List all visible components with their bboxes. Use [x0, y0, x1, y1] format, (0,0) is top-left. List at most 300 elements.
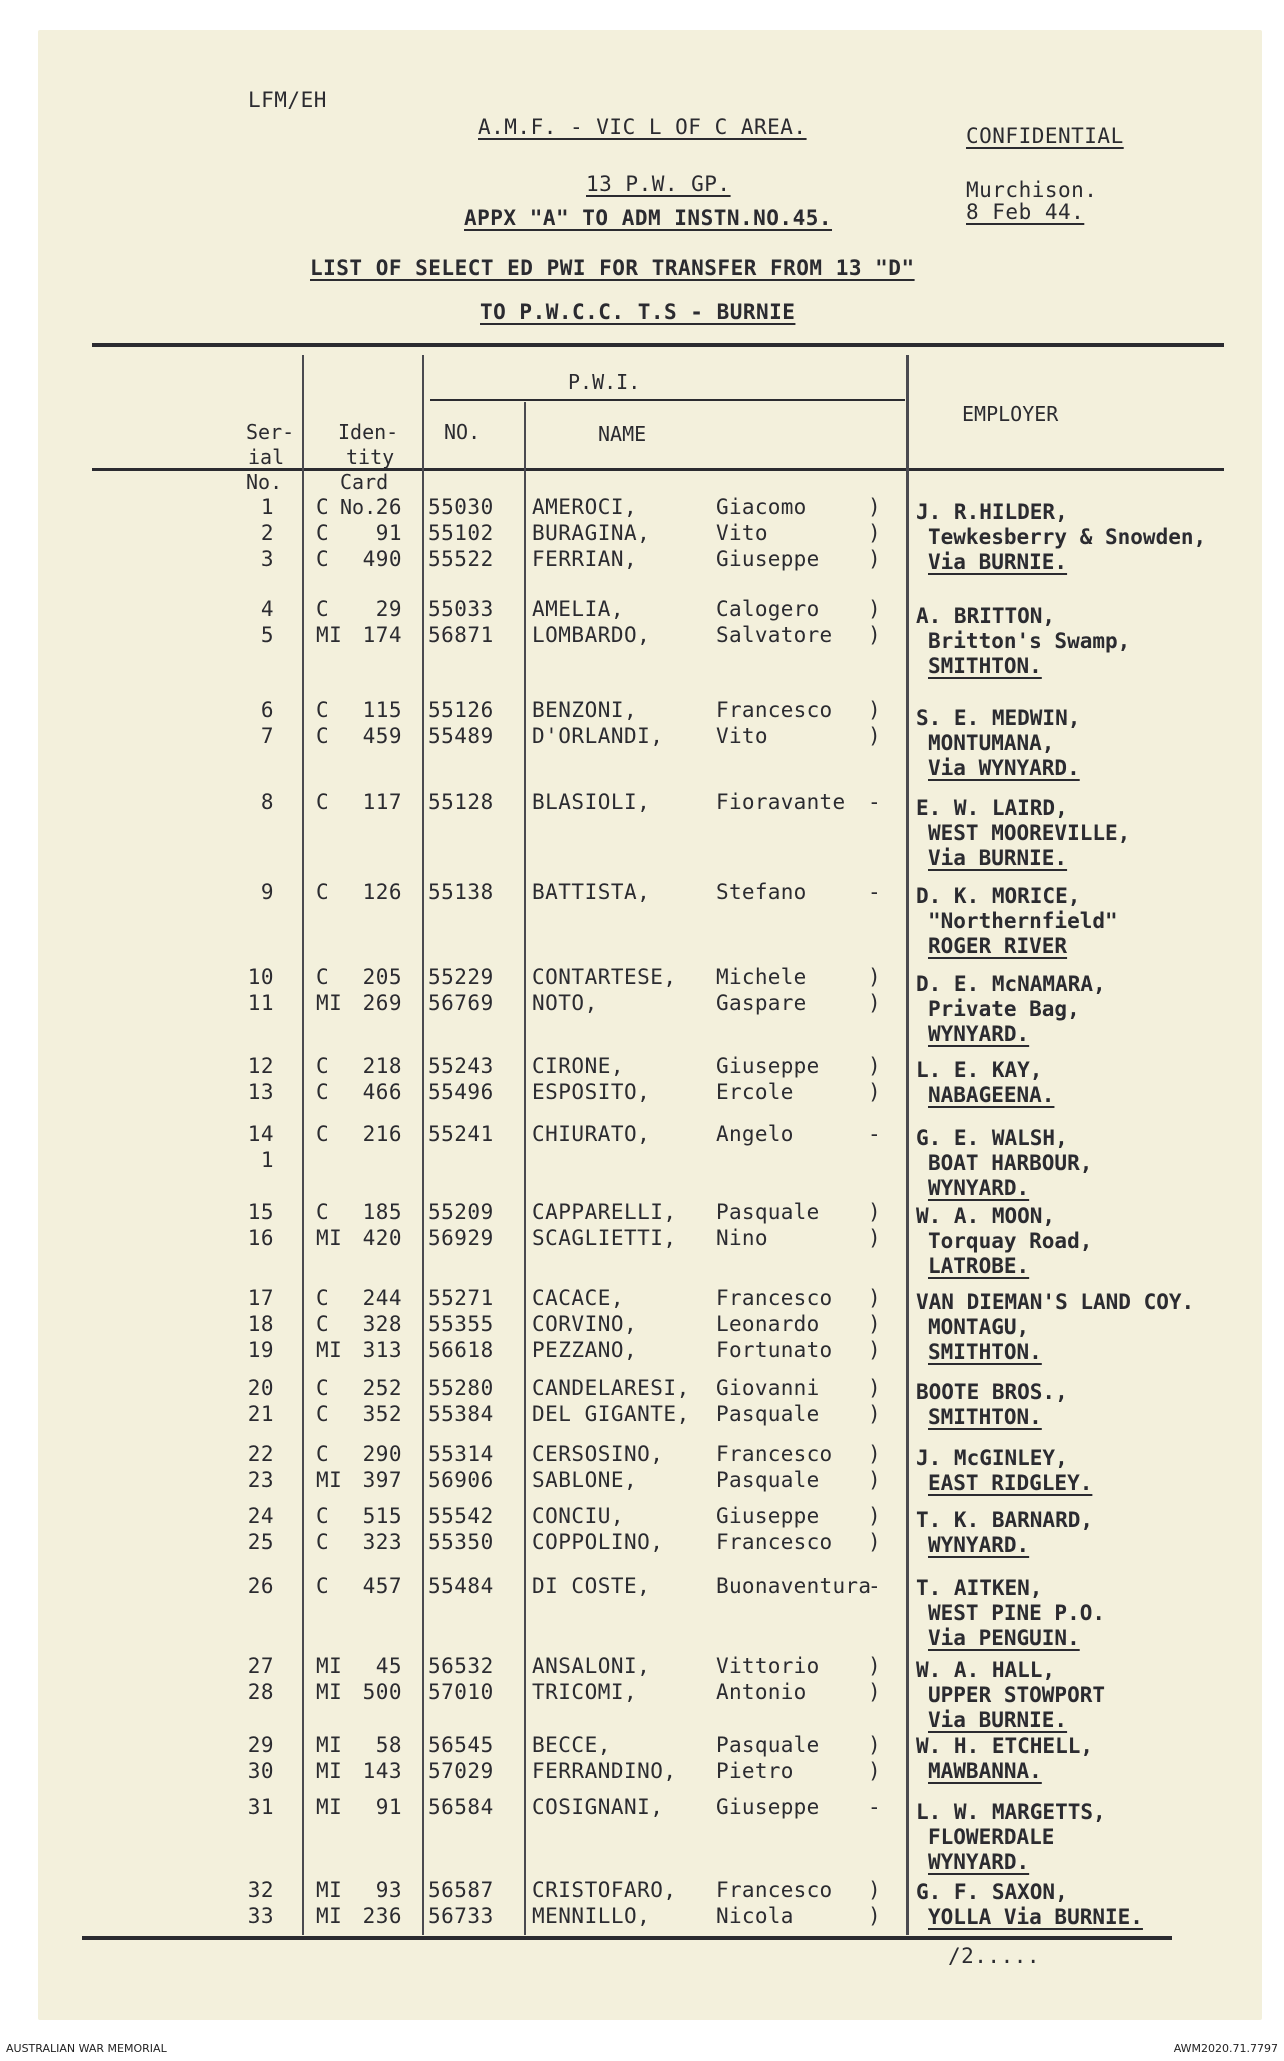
surname: CIRONE,: [532, 1054, 625, 1078]
employer-name: S. E. MEDWIN,: [916, 706, 1081, 730]
card-category: C: [316, 1054, 330, 1078]
employer-address-line: Torquay Road,: [928, 1229, 1093, 1253]
employer-address-line: WYNYARD.: [928, 1022, 1030, 1046]
group-mark: -: [868, 1122, 882, 1146]
column-rule-name: [524, 402, 526, 1935]
identity-card-number: 143: [362, 1759, 402, 1783]
card-category: MI: [316, 1680, 343, 1704]
identity-card-number: 515: [362, 1504, 402, 1528]
header-pw-number: NO.: [444, 420, 481, 444]
pw-number: 55033: [428, 597, 494, 621]
employer-name: L. W. MARGETTS,: [916, 1800, 1106, 1824]
given-name: Pasquale: [716, 1402, 820, 1426]
given-name: Pasquale: [716, 1468, 820, 1492]
employer-address-line: MONTUMANA,: [928, 731, 1055, 755]
group-mark: -: [868, 790, 882, 814]
given-name: Calogero: [716, 597, 820, 621]
serial-number: 10: [247, 965, 274, 989]
list-title-line-1: LIST OF SELECT ED PWI FOR TRANSFER FROM 13 "D": [310, 256, 915, 280]
identity-card-number: 500: [362, 1680, 402, 1704]
pw-number: 55271: [428, 1286, 494, 1310]
given-name: Gaspare: [716, 991, 807, 1015]
employer-address-line: NABAGEENA.: [928, 1083, 1055, 1107]
employer-name: E. W. LAIRD,: [916, 796, 1068, 820]
identity-card-number: 352: [362, 1402, 402, 1426]
card-category: MI: [316, 623, 343, 647]
identity-card-number: 236: [362, 1904, 402, 1928]
group-mark: -: [868, 1795, 882, 1819]
surname: COSIGNANI,: [532, 1795, 664, 1819]
pw-number: 55030: [428, 495, 494, 519]
pw-number: 56871: [428, 623, 494, 647]
pw-number: 56906: [428, 1468, 494, 1492]
card-category: C: [316, 965, 330, 989]
card-category: C: [316, 1376, 330, 1400]
identity-card-number: 218: [362, 1054, 402, 1078]
surname: D'ORLANDI,: [532, 724, 664, 748]
card-category: C: [316, 521, 330, 545]
card-category: C: [316, 1312, 330, 1336]
employer-name: W. A. HALL,: [916, 1658, 1056, 1682]
employer-name: W. A. MOON,: [916, 1204, 1056, 1228]
given-name: Nicola: [716, 1904, 794, 1928]
employer-address-line: Via WYNYARD.: [928, 756, 1080, 780]
employer-name: T. K. BARNARD,: [916, 1508, 1094, 1532]
surname: SCAGLIETTI,: [532, 1226, 677, 1250]
surname: CAPPARELLI,: [532, 1200, 677, 1224]
serial-number: 33: [247, 1904, 274, 1928]
identity-card-number: 313: [362, 1338, 402, 1362]
identity-card-number: 126: [362, 880, 402, 904]
serial-number: 1: [260, 495, 274, 519]
command-area-heading: A.M.F. - VIC L OF C AREA.: [478, 115, 807, 139]
group-mark: ): [868, 1442, 882, 1466]
given-name: Giovanni: [716, 1376, 820, 1400]
group-mark: ): [868, 698, 882, 722]
card-category: MI: [316, 1226, 343, 1250]
pw-number: 55126: [428, 698, 494, 722]
column-rule-identity: [302, 355, 304, 1935]
surname: BLASIOLI,: [532, 790, 651, 814]
employer-address-line: WYNYARD.: [928, 1533, 1030, 1557]
reference-code: LFM/EH: [248, 88, 327, 112]
identity-card-number: 93: [375, 1878, 402, 1902]
identity-card-number: 174: [362, 623, 402, 647]
appendix-heading: APPX "A" TO ADM INSTN.NO.45.: [464, 206, 833, 230]
identity-card-number: 269: [362, 991, 402, 1015]
employer-address-line: WYNYARD.: [928, 1176, 1030, 1200]
surname: DEL GIGANTE,: [532, 1402, 690, 1426]
pw-number: 55350: [428, 1530, 494, 1554]
pw-number: 56532: [428, 1654, 494, 1678]
group-mark: ): [868, 1376, 882, 1400]
given-name: Vito: [716, 521, 768, 545]
employer-name: W. H. ETCHELL,: [916, 1734, 1094, 1758]
pw-number: 56733: [428, 1904, 494, 1928]
identity-card-number: 58: [375, 1733, 402, 1757]
surname: DI COSTE,: [532, 1574, 651, 1598]
pw-number: 55355: [428, 1312, 494, 1336]
identity-card-number: 29: [375, 597, 402, 621]
employer-address-line: "Northernfield": [928, 909, 1118, 933]
group-mark: ): [868, 1312, 882, 1336]
pw-number: 55128: [428, 790, 494, 814]
serial-number: 24: [247, 1504, 274, 1528]
group-mark: ): [868, 1733, 882, 1757]
identity-card-number: 216: [362, 1122, 402, 1146]
surname: CANDELARESI,: [532, 1376, 690, 1400]
serial-number: 28: [247, 1680, 274, 1704]
identity-card-number: 290: [362, 1442, 402, 1466]
pw-number: 57029: [428, 1759, 494, 1783]
employer-name: A. BRITTON,: [916, 604, 1056, 628]
serial-number: 11: [247, 991, 274, 1015]
serial-number: 29: [247, 1733, 274, 1757]
given-name: Nino: [716, 1226, 768, 1250]
surname: BURAGINA,: [532, 521, 651, 545]
employer-address-line: Tewkesberry & Snowden,: [928, 525, 1207, 549]
table-top-rule: [92, 343, 1224, 347]
employer-name: VAN DIEMAN'S LAND COY.: [916, 1290, 1195, 1314]
group-mark: ): [868, 1904, 882, 1928]
surname: FERRANDINO,: [532, 1759, 677, 1783]
card-category: MI: [316, 1733, 343, 1757]
card-category: C: [316, 1122, 330, 1146]
group-mark: ): [868, 495, 882, 519]
identity-card-number: 323: [362, 1530, 402, 1554]
pw-number: 55138: [428, 880, 494, 904]
identity-card-number: 117: [362, 790, 402, 814]
serial-number: 30: [247, 1759, 274, 1783]
list-title-line-2: TO P.W.C.C. T.S - BURNIE: [480, 300, 796, 324]
group-mark: -: [868, 880, 882, 904]
identity-card-number: 91: [375, 521, 402, 545]
identity-card-number: 244: [362, 1286, 402, 1310]
pw-number: 55229: [428, 965, 494, 989]
card-category: C: [316, 1504, 330, 1528]
serial-number: 4: [260, 597, 274, 621]
given-name: Buonaventura: [716, 1574, 872, 1598]
surname: CORVINO,: [532, 1312, 638, 1336]
identity-card-number: 91: [375, 1795, 402, 1819]
surname: ANSALONI,: [532, 1654, 651, 1678]
identity-card-number: 328: [362, 1312, 402, 1336]
identity-card-number: 457: [362, 1574, 402, 1598]
group-mark: ): [868, 965, 882, 989]
identity-card-number: 459: [362, 724, 402, 748]
group-mark: ): [868, 1680, 882, 1704]
card-category: C: [316, 724, 330, 748]
employer-address-line: Via BURNIE.: [928, 1708, 1068, 1732]
employer-address-line: WEST PINE P.O.: [928, 1601, 1106, 1625]
surname: MENNILLO,: [532, 1904, 651, 1928]
group-mark: ): [868, 521, 882, 545]
serial-number: 16: [247, 1226, 274, 1250]
surname: SABLONE,: [532, 1468, 638, 1492]
pw-number: 55102: [428, 521, 494, 545]
employer-address-line: WEST MOOREVILLE,: [928, 821, 1131, 845]
serial-number: 23: [247, 1468, 274, 1492]
group-mark: ): [868, 1654, 882, 1678]
pw-number: 55489: [428, 724, 494, 748]
group-mark: ): [868, 724, 882, 748]
given-name: Vito: [716, 724, 768, 748]
given-name: Fioravante: [716, 790, 846, 814]
identity-card-number: 490: [362, 547, 402, 571]
column-rule-number: [422, 355, 424, 1935]
given-name: Ercole: [716, 1080, 794, 1104]
employer-address-line: LATROBE.: [928, 1254, 1030, 1278]
group-mark: ): [868, 1402, 882, 1426]
surname: NOTO,: [532, 991, 598, 1015]
surname: TRICOMI,: [532, 1680, 638, 1704]
employer-name: BOOTE BROS.,: [916, 1380, 1068, 1404]
serial-number: 14: [247, 1122, 274, 1146]
group-mark: ): [868, 1080, 882, 1104]
page-continuation-mark: /2.....: [948, 1944, 1041, 1968]
surname: BENZONI,: [532, 698, 638, 722]
given-name: Michele: [716, 965, 807, 989]
group-mark: ): [868, 1530, 882, 1554]
group-mark: -: [868, 1574, 882, 1598]
serial-number: 32: [247, 1878, 274, 1902]
pw-number: 55209: [428, 1200, 494, 1224]
given-name: Stefano: [716, 880, 807, 904]
given-name: Francesco: [716, 1530, 833, 1554]
employer-address-line: EAST RIDGLEY.: [928, 1471, 1093, 1495]
place: Murchison.: [966, 178, 1098, 202]
pw-number: 56545: [428, 1733, 494, 1757]
employer-address-line: MAWBANNA.: [928, 1759, 1042, 1783]
card-category: C: [316, 880, 330, 904]
card-category: C: [316, 1574, 330, 1598]
serial-number: 19: [247, 1338, 274, 1362]
group-mark: ): [868, 1286, 882, 1310]
employer-address-line: WYNYARD.: [928, 1850, 1030, 1874]
surname: ESPOSITO,: [532, 1080, 651, 1104]
identity-card-number: 466: [362, 1080, 402, 1104]
identity-card-number: 420: [362, 1226, 402, 1250]
header-name: NAME: [598, 422, 647, 446]
date: 8 Feb 44.: [966, 200, 1085, 224]
serial-number: 20: [247, 1376, 274, 1400]
employer-address-line: UPPER STOWPORT: [928, 1683, 1106, 1707]
serial-number: 6: [260, 698, 274, 722]
pw-number: 55314: [428, 1442, 494, 1466]
given-name: Giuseppe: [716, 1054, 820, 1078]
group-mark: ): [868, 1200, 882, 1224]
given-name: Francesco: [716, 1442, 833, 1466]
header-identity-card: Iden- tity Card No.: [338, 420, 399, 519]
card-category: MI: [316, 1904, 343, 1928]
confidential-mark: CONFIDENTIAL: [966, 124, 1124, 148]
given-name: Angelo: [716, 1122, 794, 1146]
identity-card-number: 205: [362, 965, 402, 989]
serial-number: 13: [247, 1080, 274, 1104]
employer-address-line: ROGER RIVER: [928, 934, 1068, 958]
surname: CACACE,: [532, 1286, 625, 1310]
card-category: MI: [316, 1759, 343, 1783]
card-category: MI: [316, 1468, 343, 1492]
serial-number: 15: [247, 1200, 274, 1224]
card-category: C: [316, 1080, 330, 1104]
surname: AMEROCI,: [532, 495, 638, 519]
surname: AMELIA,: [532, 597, 625, 621]
header-employer: EMPLOYER: [962, 402, 1059, 426]
group-mark: ): [868, 1468, 882, 1492]
serial-number: 12: [247, 1054, 274, 1078]
pw-number: 55243: [428, 1054, 494, 1078]
card-category: MI: [316, 1654, 343, 1678]
given-name: Pietro: [716, 1759, 794, 1783]
serial-number: 3: [260, 547, 274, 571]
given-name: Giuseppe: [716, 1795, 820, 1819]
employer-name: L. E. KAY,: [916, 1058, 1043, 1082]
employer-name: J. McGINLEY,: [916, 1446, 1068, 1470]
surname: FERRIAN,: [532, 547, 638, 571]
card-category: MI: [316, 1878, 343, 1902]
serial-number: 31: [247, 1795, 274, 1819]
serial-number: 2: [260, 521, 274, 545]
pw-number: 56587: [428, 1878, 494, 1902]
employer-address-line: Via BURNIE.: [928, 846, 1068, 870]
pwi-header-rule: [430, 399, 905, 401]
serial-number: 25: [247, 1530, 274, 1554]
given-name: Giuseppe: [716, 547, 820, 571]
serial-number: 17: [247, 1286, 274, 1310]
group-mark: ): [868, 1338, 882, 1362]
card-category: MI: [316, 1795, 343, 1819]
employer-address-line: Britton's Swamp,: [928, 629, 1131, 653]
surname: CERSOSINO,: [532, 1442, 664, 1466]
card-category: C: [316, 790, 330, 814]
group-mark: ): [868, 1226, 882, 1250]
employer-name: G. F. SAXON,: [916, 1880, 1068, 1904]
employer-address-line: Private Bag,: [928, 997, 1080, 1021]
employer-address-line: Via BURNIE.: [928, 550, 1068, 574]
employer-name: D. E. McNAMARA,: [916, 972, 1106, 996]
employer-name: D. K. MORICE,: [916, 884, 1081, 908]
serial-number: 7: [260, 724, 274, 748]
given-name: Antonio: [716, 1680, 807, 1704]
card-category: MI: [316, 991, 343, 1015]
card-category: MI: [316, 1338, 343, 1362]
given-name: Pasquale: [716, 1733, 820, 1757]
footer-archive-name: AUSTRALIAN WAR MEMORIAL: [6, 2042, 167, 2055]
pw-number: 55241: [428, 1122, 494, 1146]
identity-card-number: 252: [362, 1376, 402, 1400]
group-mark: ): [868, 1759, 882, 1783]
column-rule-employer: [906, 355, 909, 1935]
serial-number: 1: [260, 1148, 274, 1172]
table-bottom-rule: [82, 1936, 1172, 1940]
group-mark: ): [868, 547, 882, 571]
pw-number: 55280: [428, 1376, 494, 1400]
identity-card-number: 115: [362, 698, 402, 722]
employer-name: J. R.HILDER,: [916, 500, 1068, 524]
card-category: C: [316, 495, 330, 519]
group-mark: ): [868, 597, 882, 621]
given-name: Leonardo: [716, 1312, 820, 1336]
given-name: Francesco: [716, 1878, 833, 1902]
pw-number: 55384: [428, 1402, 494, 1426]
card-category: C: [316, 1286, 330, 1310]
serial-number: 26: [247, 1574, 274, 1598]
card-category: C: [316, 597, 330, 621]
pw-number: 56618: [428, 1338, 494, 1362]
employer-address-line: FLOWERDALE: [928, 1825, 1055, 1849]
serial-number: 22: [247, 1442, 274, 1466]
surname: CHIURATO,: [532, 1122, 651, 1146]
header-pwi: P.W.I.: [568, 370, 641, 394]
given-name: Vittorio: [716, 1654, 820, 1678]
given-name: Fortunato: [716, 1338, 833, 1362]
given-name: Giacomo: [716, 495, 807, 519]
pw-number: 55542: [428, 1504, 494, 1528]
surname: BATTISTA,: [532, 880, 651, 904]
serial-number: 18: [247, 1312, 274, 1336]
card-category: C: [316, 698, 330, 722]
pw-number: 55522: [428, 547, 494, 571]
given-name: Pasquale: [716, 1200, 820, 1224]
employer-name: T. AITKEN,: [916, 1576, 1043, 1600]
document-page: [38, 30, 1262, 2020]
card-category: C: [316, 1530, 330, 1554]
employer-address-line: SMITHTON.: [928, 1340, 1042, 1364]
serial-number: 5: [260, 623, 274, 647]
pw-number: 57010: [428, 1680, 494, 1704]
given-name: Francesco: [716, 698, 833, 722]
card-category: C: [316, 1200, 330, 1224]
group-mark: ): [868, 991, 882, 1015]
surname: BECCE,: [532, 1733, 611, 1757]
serial-number: 8: [260, 790, 274, 814]
surname: CRISTOFARO,: [532, 1878, 677, 1902]
serial-number: 21: [247, 1402, 274, 1426]
footer-accession-number: AWM2020.71.7797: [1173, 2042, 1278, 2055]
surname: COPPOLINO,: [532, 1530, 664, 1554]
given-name: Giuseppe: [716, 1504, 820, 1528]
serial-number: 9: [260, 880, 274, 904]
header-serial: Ser- ial No.: [246, 420, 295, 494]
employer-address-line: SMITHTON.: [928, 654, 1042, 678]
card-category: C: [316, 1442, 330, 1466]
employer-address-line: Via PENGUIN.: [928, 1626, 1080, 1650]
group-mark: ): [868, 1504, 882, 1528]
group-mark: ): [868, 623, 882, 647]
employer-address-line: SMITHTON.: [928, 1405, 1042, 1429]
surname: CONTARTESE,: [532, 965, 677, 989]
given-name: Salvatore: [716, 623, 833, 647]
identity-card-number: 397: [362, 1468, 402, 1492]
group-mark: ): [868, 1878, 882, 1902]
employer-address-line: BOAT HARBOUR,: [928, 1151, 1093, 1175]
card-category: C: [316, 547, 330, 571]
serial-number: 27: [247, 1654, 274, 1678]
group-mark: ): [868, 1054, 882, 1078]
pw-number: 56769: [428, 991, 494, 1015]
pw-number: 56929: [428, 1226, 494, 1250]
employer-address-line: MONTAGU,: [928, 1315, 1030, 1339]
pw-number: 56584: [428, 1795, 494, 1819]
identity-card-number: 45: [375, 1654, 402, 1678]
pw-number: 55496: [428, 1080, 494, 1104]
employer-address-line: YOLLA Via BURNIE.: [928, 1905, 1143, 1929]
identity-card-number: 26: [375, 495, 402, 519]
surname: PEZZANO,: [532, 1338, 638, 1362]
identity-card-number: 185: [362, 1200, 402, 1224]
employer-name: G. E. WALSH,: [916, 1126, 1068, 1150]
